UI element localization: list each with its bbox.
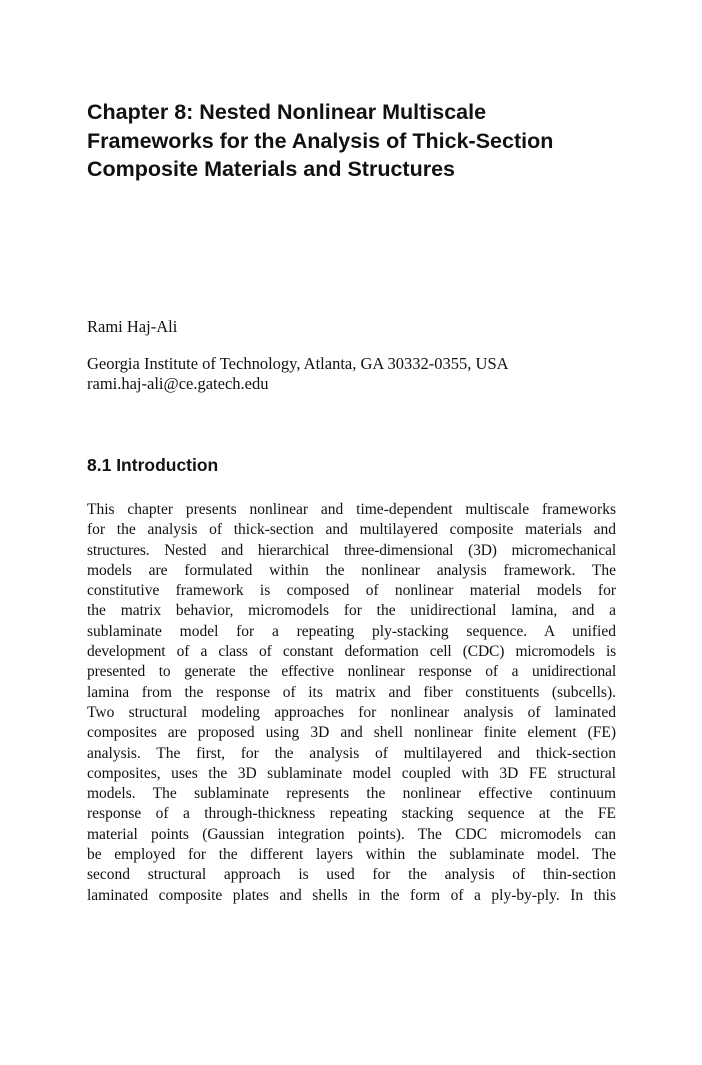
paragraph-line: lamina from the response of its matrix and fiber constituents (subcells). (87, 683, 616, 701)
introduction-paragraph (87, 500, 616, 906)
paragraph-line: structures. Nested and hierarchical three-dimensional (3D) micromechanical (87, 541, 616, 559)
section-heading: 8.1 Introduction (87, 455, 219, 475)
paragraph-line: response of a through-thickness repeating stacking sequence at the FE (87, 805, 616, 823)
author-affiliation: Georgia Institute of Technology, Atlanta, GA 30332-0355, USA (87, 354, 509, 373)
author-affiliation-block (87, 354, 509, 393)
paragraph-line: models. The sublaminate represents the nonlinear effective continuum (87, 785, 616, 803)
author-name: Rami Haj-Ali (87, 317, 178, 336)
paragraph-line: second structural approach is used for the analysis of thin-section (87, 866, 616, 884)
paragraph-line: analysis. The first, for the analysis of multilayered and thick-section (87, 744, 616, 762)
paragraph-line: constitutive framework is composed of nonlinear material models for (87, 582, 616, 600)
chapter-title-line: Composite Materials and Structures (87, 157, 455, 181)
paragraph-line: the matrix behavior, micromodels for the unidirectional lamina, and a (87, 602, 616, 620)
paragraph-line: presented to generate the effective nonlinear response of a unidirectional (87, 663, 616, 681)
paragraph-line: sublaminate model for a repeating ply-stacking sequence. A unified (87, 622, 616, 640)
paragraph-line: Two structural modeling approaches for nonlinear analysis of laminated (87, 703, 616, 721)
paragraph-line: composites, uses the 3D sublaminate model coupled with 3D FE structural (87, 764, 616, 782)
paragraph-line: This chapter presents nonlinear and time-dependent multiscale frameworks (87, 501, 616, 518)
chapter-title-line: Frameworks for the Analysis of Thick-Section (87, 128, 554, 153)
chapter-title-line: Chapter 8: Nested Nonlinear Multiscale (87, 100, 487, 124)
paragraph-line: material points (Gaussian integration points). The CDC micromodels can (87, 825, 616, 843)
paragraph-line: laminated composite plates and shells in the form of a ply-by-ply. In this (87, 886, 616, 904)
paragraph-line: models are formulated within the nonlinear analysis framework. The (87, 561, 616, 579)
chapter-title (87, 98, 627, 184)
paragraph-line: composites are proposed using 3D and shell nonlinear finite element (FE) (87, 724, 616, 742)
paragraph-line: development of a class of constant deformation cell (CDC) micromodels is (87, 643, 616, 661)
paragraph-line: be employed for the different layers within the sublaminate model. The (87, 846, 616, 864)
author-email: rami.haj-ali@ce.gatech.edu (87, 373, 269, 393)
paragraph-line: for the analysis of thick-section and multilayered composite materials and (87, 521, 616, 539)
